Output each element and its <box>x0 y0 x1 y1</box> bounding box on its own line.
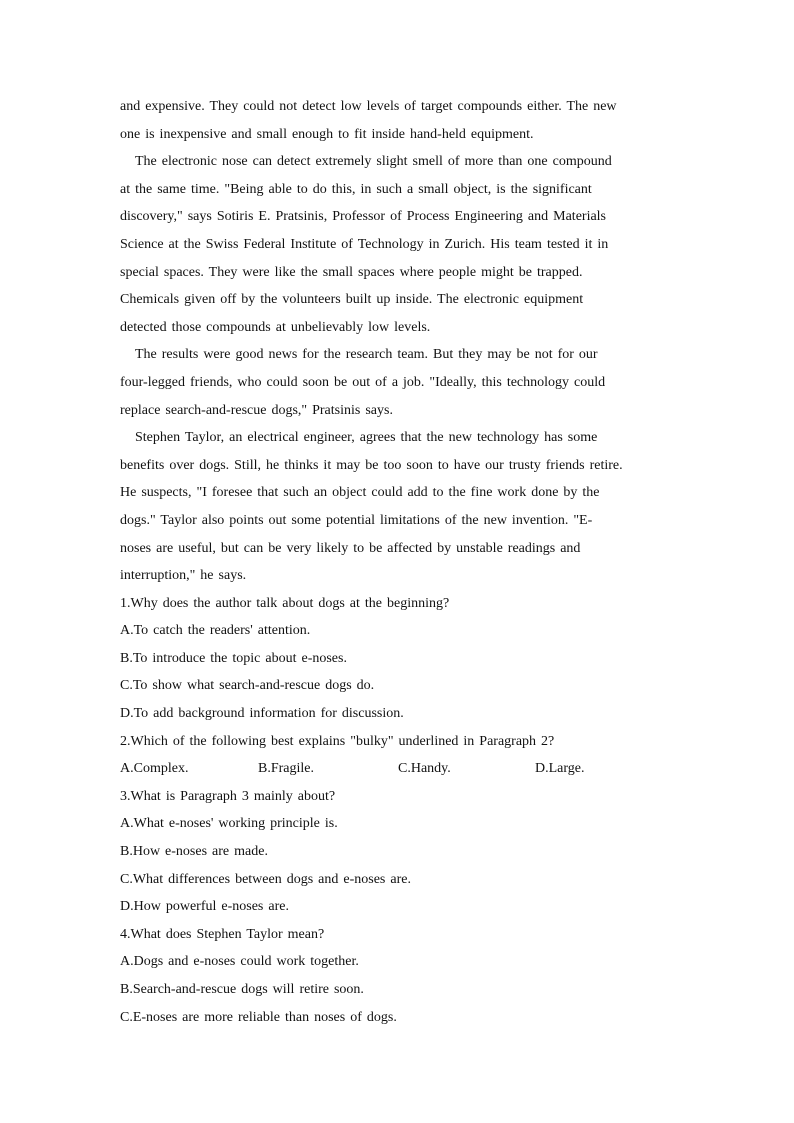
answer-option-d: D.Large. <box>535 761 585 777</box>
answer-option-d: D.To add background information for discussion. <box>120 706 404 722</box>
answer-option-a: A.To catch the readers' attention. <box>120 623 311 639</box>
passage-line: special spaces. They were like the small spaces where people might be trapped. <box>120 264 583 280</box>
answer-option-a: A.Complex. <box>120 761 189 777</box>
passage-line: at the same time. "Being able to do this, in such a small object, is the significant <box>120 181 592 197</box>
answer-option-c: C.E-noses are more reliable than noses of dogs. <box>120 1009 397 1025</box>
answer-options-row <box>120 755 668 783</box>
passage-line: benefits over dogs. Still, he thinks it may be too soon to have our trusty friends retire. <box>120 457 623 473</box>
question-stem: 4.What does Stephen Taylor mean? <box>120 926 325 942</box>
question-3 <box>120 783 668 921</box>
passage-line: interruption," he says. <box>120 568 247 584</box>
question-4 <box>120 921 668 1031</box>
passage-line: He suspects, "I foresee that such an object could add to the fine work done by the <box>120 485 600 501</box>
passage-line: Chemicals given off by the volunteers built up inside. The electronic equipment <box>120 292 584 308</box>
answer-option-b: B.To introduce the topic about e-noses. <box>120 650 347 666</box>
passage-line: The electronic nose can detect extremely slight smell of more than one compound <box>135 154 612 170</box>
passage-line: four-legged friends, who could soon be out of a job. "Ideally, this technology could <box>120 374 606 390</box>
passage-line: Science at the Swiss Federal Institute of Technology in Zurich. His team tested it in <box>120 236 609 252</box>
answer-option-c: C.Handy. <box>398 761 451 777</box>
answer-option-c: C.What differences between dogs and e-noses are. <box>120 871 411 887</box>
answer-option-b: B.Fragile. <box>258 761 314 777</box>
passage-line: discovery," says Sotiris E. Pratsinis, Professor of Process Engineering and Materials <box>120 209 607 225</box>
question-stem: 2.Which of the following best explains "bulky" underlined in Paragraph 2? <box>120 733 555 749</box>
document-body <box>120 93 668 1031</box>
question-1 <box>120 590 668 728</box>
passage-line: one is inexpensive and small enough to fit inside hand-held equipment. <box>120 126 534 142</box>
answer-option-a: A.What e-noses' working principle is. <box>120 816 338 832</box>
passage-line: noses are useful, but can be very likely to be affected by unstable readings and <box>120 540 581 556</box>
passage-line: Stephen Taylor, an electrical engineer, agrees that the new technology has some <box>135 430 598 446</box>
passage-line: detected those compounds at unbelievably low levels. <box>120 319 431 335</box>
question-2 <box>120 728 668 783</box>
answer-option-a: A.Dogs and e-noses could work together. <box>120 954 359 970</box>
passage-line: The results were good news for the research team. But they may be not for our <box>135 347 598 363</box>
passage-line: dogs." Taylor also points out some potential limitations of the new invention. "E- <box>120 512 593 528</box>
answer-option-b: B.How e-noses are made. <box>120 844 268 860</box>
answer-option-c: C.To show what search-and-rescue dogs do. <box>120 678 375 694</box>
passage-line: and expensive. They could not detect low levels of target compounds either. The new <box>120 99 617 114</box>
answer-option-d: D.How powerful e-noses are. <box>120 899 289 915</box>
passage-line: replace search-and-rescue dogs," Pratsinis says. <box>120 402 393 418</box>
question-stem: 3.What is Paragraph 3 mainly about? <box>120 788 336 804</box>
question-stem: 1.Why does the author talk about dogs at the beginning? <box>120 595 450 611</box>
reading-passage <box>120 93 668 590</box>
answer-option-b: B.Search-and-rescue dogs will retire soon. <box>120 982 364 997</box>
